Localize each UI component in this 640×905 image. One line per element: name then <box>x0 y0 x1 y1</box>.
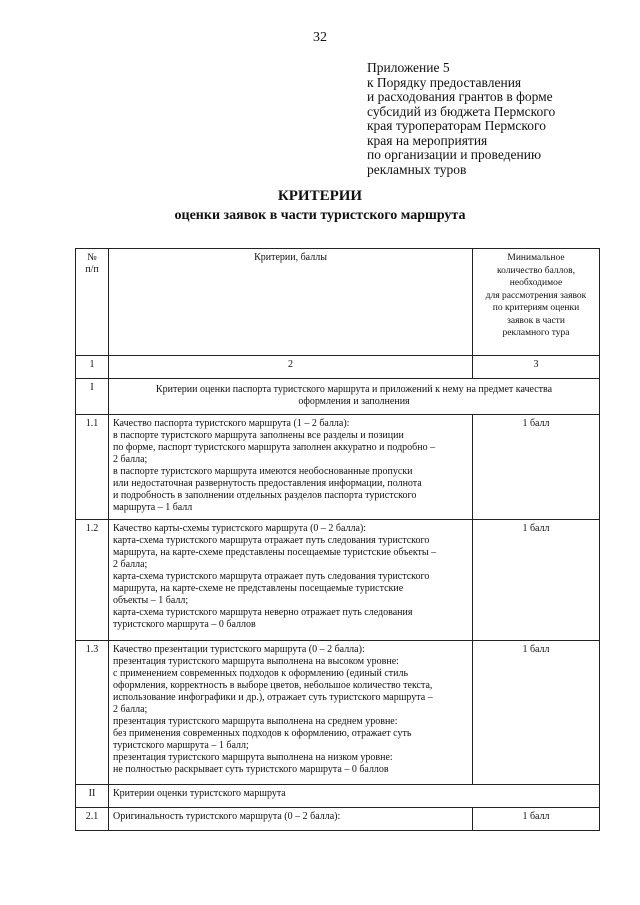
criteria-line: Качество паспорта туристского маршрута (1 – 2 балла): <box>113 418 350 429</box>
table-row <box>76 520 600 641</box>
criteria-line: не полностью раскрывает суть туристского маршрута – 0 баллов <box>113 764 389 775</box>
criteria-line: в паспорте туристского маршрута заполнены все разделы и позиции <box>113 430 404 441</box>
criteria-line: карта-схема туристского маршрута неверно отражает путь следования <box>113 607 413 618</box>
row-criteria <box>109 520 473 641</box>
criteria-line: в паспорте туристского маршрута имеются необоснованные пропуски <box>113 466 413 477</box>
row-score: 1 балл <box>473 415 600 520</box>
criteria-line: карта-схема туристского маршрута отражает путь следования туристского <box>113 535 430 546</box>
criteria-line: 2 балла; <box>113 454 148 465</box>
header-num-line: п/п <box>85 264 99 275</box>
criteria-line: оформления, корректность в выборе цветов, небольшое количество текста, <box>113 680 433 691</box>
section-num: I <box>76 379 109 415</box>
table-row <box>76 415 600 520</box>
header-min-score <box>473 249 600 356</box>
criteria-line: 2 балла; <box>113 559 148 570</box>
criteria-line: презентация туристского маршрута выполнена на среднем уровне: <box>113 716 398 727</box>
header-min-score-line: заявок в части <box>507 315 565 326</box>
criteria-line: 2 балла; <box>113 704 148 715</box>
header-min-score-line: необходимое <box>509 278 563 288</box>
header-min-score-line: рекламного тура <box>502 328 570 338</box>
criteria-line: без применения современных подходов к оформлению, отражает суть <box>113 728 412 739</box>
section-title: Критерии оценки туристского маршрута <box>109 785 600 808</box>
section-row <box>76 785 600 808</box>
section-num: II <box>76 785 109 808</box>
column-number: 2 <box>109 356 473 379</box>
table-header-row <box>76 249 600 356</box>
criteria-line: и подробность в заполнении отдельных разделов паспорта туристского <box>113 490 417 501</box>
appendix-line: по организации и проведению <box>367 147 542 162</box>
row-score: 1 балл <box>473 641 600 785</box>
appendix-line: рекламных туров <box>367 161 467 177</box>
header-criteria: Критерии, баллы <box>109 249 473 356</box>
criteria-line: маршрута, на карте-схеме не представлены посещаемые туристские <box>113 583 404 594</box>
header-num-line: № <box>87 252 97 263</box>
appendix-line: и расходования грантов в форме <box>367 89 553 104</box>
row-criteria <box>109 415 473 520</box>
criteria-line: по форме, паспорт туристского маршрута заполнен аккуратно и подробно – <box>113 442 436 453</box>
column-number: 1 <box>76 356 109 379</box>
table-row <box>76 808 600 831</box>
criteria-line: туристского маршрута – 1 балл; <box>113 740 249 751</box>
appendix-line: субсидий из бюджета Пермского <box>367 103 556 119</box>
criteria-line: или недостаточная развернутость предоставления информации, полнота <box>113 478 422 489</box>
document-subtitle: оценки заявок в части туристского маршрута <box>174 208 466 223</box>
section-title <box>109 379 600 415</box>
column-number: 3 <box>473 356 600 379</box>
row-score: 1 балл <box>473 808 600 831</box>
appendix-line: края на мероприятия <box>367 132 488 148</box>
row-criteria <box>109 641 473 785</box>
section-title-line: оформления и заполнения <box>298 396 410 407</box>
appendix-line: края туроператорам Пермского <box>367 118 546 133</box>
criteria-table <box>75 248 600 831</box>
criteria-line: маршрута – 1 балл <box>113 502 193 513</box>
criteria-line: маршрута, на карте-схеме представлены посещаемые туристские объекты – <box>113 547 437 558</box>
section-row <box>76 379 600 415</box>
row-criteria: Оригинальность туристского маршрута (0 – 2 балла): <box>109 808 473 831</box>
page-number: 32 <box>313 30 327 45</box>
criteria-line: презентация туристского маршрута выполнена на низком уровне: <box>113 752 393 763</box>
header-min-score-line: количество баллов, <box>497 265 575 276</box>
criteria-line: использование инфографики и др.), отражает суть туристского маршрута – <box>113 692 433 703</box>
row-num: 2.1 <box>76 808 109 831</box>
header-num <box>76 249 109 356</box>
appendix-line: Приложение 5 <box>367 60 450 75</box>
appendix-note <box>367 61 617 177</box>
criteria-line: карта-схема туристского маршрута отражает путь следования туристского <box>113 571 430 582</box>
header-min-score-line: Минимальное <box>507 253 565 263</box>
criteria-line: Качество карты-схемы туристского маршрута (0 – 2 балла): <box>113 523 367 534</box>
row-num: 1.3 <box>76 641 109 785</box>
criteria-line: объекты – 1 балл; <box>113 595 189 606</box>
header-min-score-line: по критериям оценки <box>492 303 580 313</box>
criteria-line: презентация туристского маршрута выполнена на высоком уровне: <box>113 656 399 667</box>
header-min-score-line: для рассмотрения заявок <box>485 290 587 301</box>
table-row <box>76 641 600 785</box>
column-number-row <box>76 356 600 379</box>
row-score: 1 балл <box>473 520 600 641</box>
appendix-line: к Порядку предоставления <box>367 74 522 90</box>
document-title: КРИТЕРИИ <box>277 188 363 204</box>
criteria-line: туристского маршрута – 0 баллов <box>113 619 256 630</box>
row-num: 1.1 <box>76 415 109 520</box>
criteria-line: с применением современных подходов к оформлению (единый стиль <box>113 668 409 679</box>
row-num: 1.2 <box>76 520 109 641</box>
criteria-line: Качество презентации туристского маршрута (0 – 2 балла): <box>113 644 365 655</box>
section-title-line: Критерии оценки паспорта туристского маршрута и приложений к нему на предмет качества <box>155 384 553 395</box>
